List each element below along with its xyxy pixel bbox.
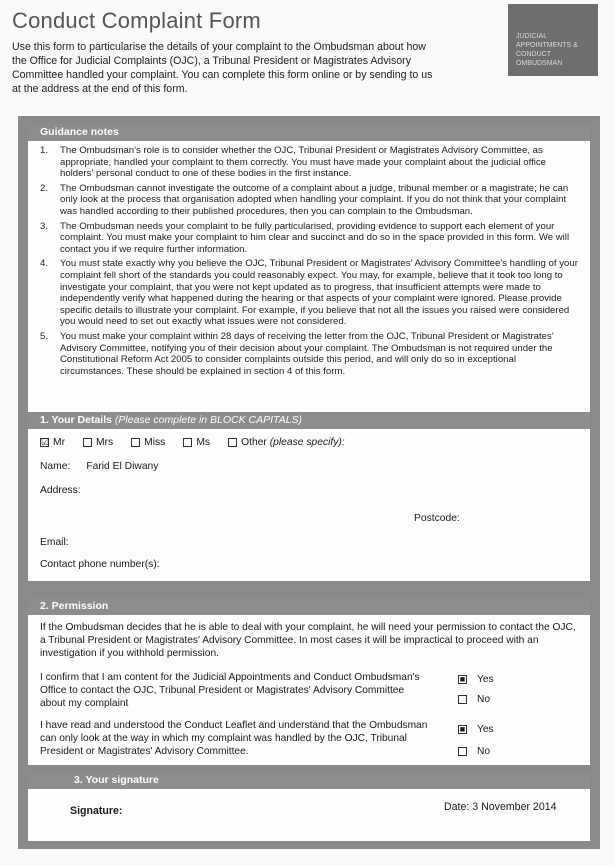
note-number: 5. xyxy=(40,330,49,342)
note-text: The Ombudsman needs your complaint to be fully particularised, providing evidence to support each element of your complaint. You must make your complaint to him clear and succinct and do so in the space provided in this form. We will contact you if we require further information. xyxy=(60,220,570,255)
title-options xyxy=(40,437,363,448)
permission-heading: 2. Permission xyxy=(28,598,590,615)
title-option-mr[interactable] xyxy=(40,437,65,448)
form-title: Conduct Complaint Form xyxy=(12,8,261,33)
logo-text: JUDICIAL APPOINTMENTS & CONDUCT OMBUDSMAN xyxy=(516,33,578,67)
signature-panel xyxy=(28,789,590,841)
date-field[interactable] xyxy=(444,801,557,813)
q2-no-checkbox[interactable] xyxy=(458,747,467,756)
ombudsman-logo xyxy=(508,4,598,76)
guidance-heading: Guidance notes xyxy=(28,124,590,141)
name-field[interactable] xyxy=(40,461,158,472)
mr-label: Mr xyxy=(53,437,66,448)
guidance-note xyxy=(38,145,580,180)
mrs-checkbox[interactable] xyxy=(83,438,92,447)
ms-label: Ms xyxy=(196,437,211,448)
date-label: Date: xyxy=(444,801,470,813)
form-intro: Use this form to particularise the details of your complaint to the Ombudsman about how the Office for Judicial Complaints (OJC), a Tribunal President or Magistrates Advisory Committee handled your complaint. You can complete this form online or by sending to us at the address at the end of this form. xyxy=(12,41,433,95)
miss-checkbox[interactable] xyxy=(131,438,140,447)
q1-no-label: No xyxy=(477,694,491,705)
mr-checkbox[interactable]: ☑ xyxy=(41,437,50,447)
email-label: Email: xyxy=(40,537,69,548)
permission-section xyxy=(28,598,590,765)
q1-no-checkbox[interactable] xyxy=(458,695,467,704)
signature-field[interactable] xyxy=(70,805,122,817)
address-label: Address: xyxy=(40,485,81,496)
signature-heading: 3. Your signature xyxy=(28,772,590,789)
guidance-panel xyxy=(28,141,590,412)
form-frame xyxy=(18,116,600,849)
permission-question-1: I confirm that I am content for the Judicial Appointments and Conduct Ombudsman's Office to contact the OJC, Tribunal President or Magistrates' Advisory Committee about my complaint xyxy=(40,672,420,709)
email-field[interactable] xyxy=(40,537,69,548)
title-option-miss[interactable] xyxy=(131,437,165,448)
postcode-field[interactable] xyxy=(414,513,460,524)
miss-label: Miss xyxy=(144,437,166,448)
mrs-label: Mrs xyxy=(96,437,114,448)
postcode-label: Postcode: xyxy=(414,513,460,524)
phone-label: Contact phone number(s): xyxy=(40,559,160,570)
permission-text: If the Ombudsman decides that he is able to deal with your complaint, he will need your permission to contact the OJC, a Tribunal President or Magistrates' Advisory Committee. In most cases it will be impractical to proceed with an investigation if you withhold permission. xyxy=(40,622,576,659)
note-number: 1. xyxy=(40,145,49,156)
q1-yes-checkbox[interactable]: ■ xyxy=(459,674,466,684)
details-panel xyxy=(28,429,590,581)
guidance-note xyxy=(38,221,580,256)
q2-yes-label: Yes xyxy=(477,724,494,735)
permission-question-2: I have read and understood the Conduct Leaflet and understand that the Ombudsman can only look at the way in which my complaint was handled by the OJC, Tribunal President or Magistrates' Advisory Committee. xyxy=(40,720,428,757)
guidance-list xyxy=(38,145,580,377)
title-option-mrs[interactable] xyxy=(83,437,113,448)
guidance-note xyxy=(38,258,580,328)
note-text: You must state exactly why you believe the OJC, Tribunal President or Magistrates' Advisory Committee's handling of your complaint fell short of the standards you could reasonably expect. You may, for example, believe that it took too long to investigate your complaint, that you were not kept updated as to progress, that insufficient attempts were made to independently verify what happened during the hearing or that aspects of your complaint were ignored. Please provide specific details to illustrate your complaint. For example, if you believe that not all the issues you raised were considered you would need to set out exactly what issues were not considered. xyxy=(60,258,578,328)
details-section xyxy=(28,412,590,581)
note-text: You must make your complaint within 28 days of receiving the letter from the OJC, Tribunal President or Magistrates' Advisory Committee, notifying you of their decision about your complaint. The Ombudsman is not required under the Constitutional Reform Act 2005 to consider complaints outside this period, and will only do so in exceptional circumstances. These should be explained in section 4 of this form. xyxy=(60,330,554,377)
guidance-note xyxy=(38,331,580,377)
q1-yes-option[interactable] xyxy=(458,673,494,686)
title-option-ms[interactable] xyxy=(183,437,210,448)
note-text: The Ombudsman cannot investigate the outcome of a complaint about a judge, tribunal member or a magistrate; he can only look at the process that organisation adopted when handling your complaint. If you do not think that your complaint was handled according to their published procedures, then you can complain to the Ombudsman. xyxy=(60,182,569,217)
date-value: 3 November 2014 xyxy=(472,801,557,813)
title-option-other[interactable] xyxy=(228,437,345,448)
note-number: 2. xyxy=(40,182,49,194)
q1-yes-label: Yes xyxy=(477,674,494,685)
q2-no-option[interactable] xyxy=(458,745,490,758)
address-field[interactable] xyxy=(40,485,81,496)
q2-yes-option[interactable] xyxy=(458,723,494,736)
signature-section xyxy=(28,772,590,841)
name-label: Name: xyxy=(40,461,71,472)
details-heading xyxy=(28,412,590,429)
details-heading-hint: (Please complete in BLOCK CAPITALS) xyxy=(114,414,303,426)
other-label: Other xyxy=(241,437,267,448)
q2-yes-checkbox[interactable]: ■ xyxy=(459,724,466,734)
name-value: Farid El Diwany xyxy=(86,461,159,472)
other-checkbox[interactable] xyxy=(228,438,237,447)
ms-checkbox[interactable] xyxy=(183,438,192,447)
note-number: 4. xyxy=(40,258,49,270)
q1-no-option[interactable] xyxy=(458,693,490,706)
guidance-note xyxy=(38,183,580,218)
signature-label: Signature: xyxy=(70,805,123,817)
note-text: The Ombudsman's role is to consider whether the OJC, Tribunal President or Magistrates Advisory Committee, as appropriate, handled your complaint to them correctly. You must have made your complaint about the judicial office holders' personal conduct to one of these bodies in the first instance. xyxy=(60,145,547,180)
note-number: 3. xyxy=(40,220,49,232)
phone-field[interactable] xyxy=(40,559,160,570)
details-heading-text: 1. Your Details xyxy=(40,414,112,426)
other-hint: (please specify): xyxy=(269,437,345,448)
guidance-section xyxy=(28,124,590,412)
permission-panel xyxy=(28,615,590,765)
q2-no-label: No xyxy=(477,746,491,757)
